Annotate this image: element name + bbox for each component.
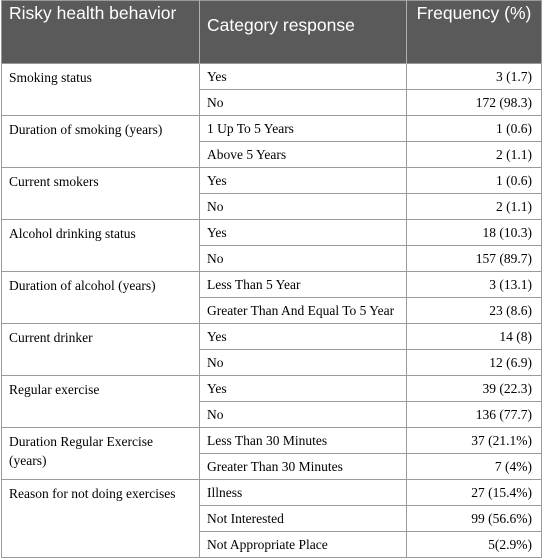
behavior-cell: Alcohol drinking status [2, 220, 200, 272]
category-cell: Yes [200, 168, 407, 194]
frequency-cell: 12 (6.9) [407, 350, 542, 376]
header-row [2, 1, 542, 64]
frequency-cell: 3 (13.1) [407, 272, 542, 298]
table-row [2, 428, 542, 454]
frequency-cell: 1 (0.6) [407, 116, 542, 142]
frequency-cell: 23 (8.6) [407, 298, 542, 324]
category-cell: No [200, 194, 407, 220]
frequency-cell: 2 (1.1) [407, 194, 542, 220]
table-row [2, 324, 542, 350]
frequency-cell: 172 (98.3) [407, 90, 542, 116]
category-cell: Yes [200, 376, 407, 402]
category-cell: No [200, 90, 407, 116]
category-cell: 1 Up To 5 Years [200, 116, 407, 142]
category-cell: Greater Than 30 Minutes [200, 454, 407, 480]
frequency-cell: 5(2.9%) [407, 532, 542, 558]
frequency-cell: 39 (22.3) [407, 376, 542, 402]
frequency-cell: 27 (15.4%) [407, 480, 542, 506]
category-cell: No [200, 350, 407, 376]
table-header [2, 1, 542, 64]
table-row [2, 376, 542, 402]
table-row [2, 116, 542, 142]
risky-health-behavior-table [1, 0, 542, 558]
frequency-cell: 99 (56.6%) [407, 506, 542, 532]
behavior-cell: Regular exercise [2, 376, 200, 428]
table-row [2, 480, 542, 506]
category-cell: Yes [200, 64, 407, 90]
behavior-cell: Smoking status [2, 64, 200, 116]
behavior-cell: Reason for not doing exercises [2, 480, 200, 558]
behavior-cell: Current smokers [2, 168, 200, 220]
frequency-cell: 18 (10.3) [407, 220, 542, 246]
table-row [2, 272, 542, 298]
behavior-cell: Duration of smoking (years) [2, 116, 200, 168]
category-cell: Yes [200, 324, 407, 350]
header-frequency: Frequency (%) [407, 1, 542, 64]
frequency-cell: 2 (1.1) [407, 142, 542, 168]
frequency-cell: 1 (0.6) [407, 168, 542, 194]
category-cell: Illness [200, 480, 407, 506]
behavior-cell: Duration Regular Exercise (years) [2, 428, 200, 480]
header-behavior: Risky health behavior [2, 1, 200, 64]
table-body [2, 64, 542, 558]
frequency-cell: 14 (8) [407, 324, 542, 350]
behavior-cell: Current drinker [2, 324, 200, 376]
category-cell: Not Appropriate Place [200, 532, 407, 558]
category-cell: Greater Than And Equal To 5 Year [200, 298, 407, 324]
frequency-cell: 157 (89.7) [407, 246, 542, 272]
behavior-cell: Duration of alcohol (years) [2, 272, 200, 324]
frequency-cell: 7 (4%) [407, 454, 542, 480]
table-row [2, 168, 542, 194]
category-cell: Less Than 5 Year [200, 272, 407, 298]
frequency-cell: 37 (21.1%) [407, 428, 542, 454]
frequency-cell: 3 (1.7) [407, 64, 542, 90]
category-cell: No [200, 246, 407, 272]
table-row [2, 220, 542, 246]
header-category: Category response [200, 1, 407, 64]
category-cell: Yes [200, 220, 407, 246]
frequency-cell: 136 (77.7) [407, 402, 542, 428]
category-cell: No [200, 402, 407, 428]
table-row [2, 64, 542, 90]
category-cell: Not Interested [200, 506, 407, 532]
category-cell: Less Than 30 Minutes [200, 428, 407, 454]
category-cell: Above 5 Years [200, 142, 407, 168]
